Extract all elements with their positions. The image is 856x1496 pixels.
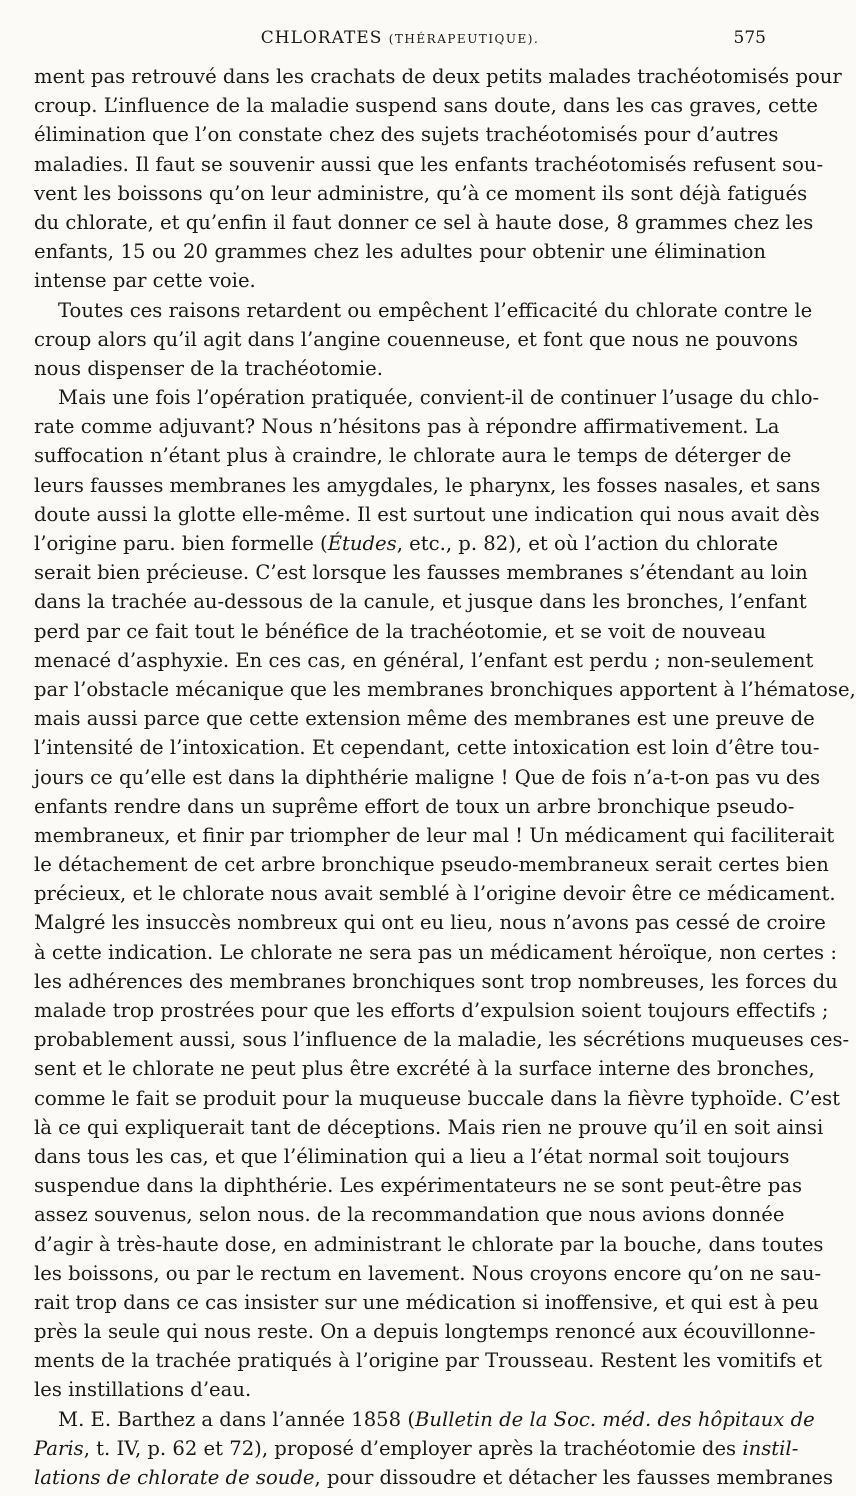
text-line <box>34 792 795 821</box>
text-span: assez souvenus, selon nous. de la recommandation que nous avions donnée <box>34 1203 785 1227</box>
text-span: Mais une fois l’opération pratiquée, convient-il de continuer l’usage du chlo- <box>58 386 820 410</box>
text-line <box>34 208 814 237</box>
text-span: là ce qui expliquerait tant de déceptions. Mais rien ne prouve qu’il en soit ainsi <box>34 1115 824 1139</box>
text-span: suffocation n’étant plus à craindre, le chlorate aura le temps de déterger de <box>34 444 792 468</box>
text-line <box>34 996 829 1025</box>
header-title-main: CHLORATES <box>260 28 383 48</box>
header-subtitle: (THÉRAPEUTIQUE). <box>388 32 540 46</box>
text-line <box>34 1200 785 1229</box>
text-line <box>34 1259 822 1288</box>
text-span: , t. IV, p. 62 et 72), proposé d’employer après la trachéotomie des <box>83 1436 743 1460</box>
text-span: dans la trachée au-dessous de la canule, et jusque dans les bronches, l’enfant <box>34 590 807 614</box>
text-span: le détachement de cet arbre bronchique pseudo-membraneux serait certes bien <box>34 853 829 877</box>
text-span: menacé d’asphyxie. En ces cas, en général, l’enfant est perdu ; non-seulement <box>34 648 814 672</box>
text-line <box>34 646 814 675</box>
text-line <box>34 471 821 500</box>
text-span: dans tous les cas, et que l’élimination qui a lieu a l’état normal soit toujours <box>34 1144 790 1168</box>
text-line <box>34 1405 815 1434</box>
text-span: précieux, et le chlorate nous avait semblé à l’origine devoir être ce médicament. <box>34 882 836 906</box>
text-line <box>34 1025 850 1054</box>
italic-span: instil- <box>742 1436 799 1460</box>
text-line <box>34 237 766 266</box>
text-line <box>34 1463 834 1492</box>
text-line <box>34 1317 816 1346</box>
text-span: par l’obstacle mécanique que les membranes bronchiques apportent à l’hématose, <box>34 677 856 701</box>
italic-span: Études <box>327 532 397 555</box>
text-line <box>34 908 826 937</box>
text-span: perd par ce fait tout le bénéfice de la trachéotomie, et se voit de nouveau <box>34 619 766 643</box>
text-line <box>34 91 818 120</box>
text-span: enfants rendre dans un suprême effort de toux un arbre bronchique pseudo- <box>34 794 795 818</box>
text-line <box>34 1288 819 1317</box>
text-span: sent et le chlorate ne peut plus être excrété à la surface interne des bronches, <box>34 1057 815 1081</box>
text-line <box>34 587 807 616</box>
text-span: d’agir à très-haute dose, en administrant le chlorate par la bouche, dans toutes <box>34 1232 824 1256</box>
text-span: Toutes ces raisons retardent ou empêchent l’efficacité du chlorate contre le <box>58 298 813 322</box>
running-header <box>34 28 766 58</box>
text-span: intense par cette voie. <box>34 269 256 293</box>
text-span: l’intensité de l’intoxication. Et cependant, cette intoxication est loin d’être tou- <box>34 736 820 760</box>
text-line <box>34 733 820 762</box>
text-line <box>34 675 856 704</box>
text-span: ments de la trachée pratiqués à l’origine par Trousseau. Restent les vomitifs et <box>34 1349 823 1373</box>
text-span: les instillations d’eau. <box>34 1378 252 1402</box>
text-span: mais aussi parce que cette extension même des membranes est une preuve de <box>34 707 815 731</box>
page-body-text <box>34 62 856 1492</box>
text-span: suspendue dans la diphthérie. Les expérimentateurs ne se sont peut-être pas <box>34 1174 803 1198</box>
text-line <box>34 62 842 91</box>
text-line <box>34 1142 790 1171</box>
text-span: leurs fausses membranes les amygdales, le pharynx, les fosses nasales, et sans <box>34 473 821 497</box>
text-line <box>34 1084 841 1113</box>
text-span: probablement aussi, sous l’influence de la maladie, les sécrétions muqueuses ces- <box>34 1028 850 1052</box>
text-line <box>34 763 821 792</box>
text-span: malade trop prostrées pour que les efforts d’expulsion soient toujours effectifs ; <box>34 999 829 1022</box>
text-span: du chlorate, et qu’enfin il faut donner ce sel à haute dose, 8 grammes chez les <box>34 210 814 234</box>
text-line <box>34 704 815 733</box>
text-span: près la seule qui nous reste. On a depuis longtemps renoncé aux écouvillonne- <box>34 1320 816 1344</box>
text-line <box>34 441 792 470</box>
text-span: M. E. Barthez a dans l’année 1858 ( <box>58 1407 415 1431</box>
text-span: ment pas retrouvé dans les crachats de deux petits malades trachéotomisés pour <box>34 65 842 88</box>
header-title <box>34 28 766 48</box>
text-line <box>34 1375 766 1404</box>
text-span: rait trop dans ce cas insister sur une médication si inoffensive, et qui est à peu <box>34 1290 819 1314</box>
text-line <box>34 325 799 354</box>
italic-span: Paris <box>34 1436 84 1460</box>
text-line <box>34 617 766 646</box>
text-line <box>34 1054 815 1083</box>
text-line <box>34 529 779 558</box>
text-line <box>34 500 820 529</box>
text-span: , etc., p. 82), et où l’action du chlorate <box>396 532 779 555</box>
text-line <box>34 1230 824 1259</box>
text-line <box>34 412 780 441</box>
text-span: l’origine paru. bien formelle ( <box>34 532 328 555</box>
text-line <box>34 179 808 208</box>
text-span: croup alors qu’il agit dans l’angine couenneuse, et font que nous ne pouvons <box>34 327 799 351</box>
text-span: maladies. Il faut se souvenir aussi que les enfants trachéotomisés refusent sou- <box>34 152 824 176</box>
text-line <box>34 938 837 967</box>
text-span: Malgré les insuccès nombreux qui ont eu lieu, nous n’avons pas cessé de croire <box>34 911 826 935</box>
text-line <box>34 1171 803 1200</box>
text-line <box>34 150 824 179</box>
text-line <box>34 850 829 879</box>
text-line <box>34 967 838 996</box>
text-span: serait bien précieuse. C’est lorsque les fausses membranes s’étendant au loin <box>34 561 808 585</box>
text-span: croup. L’influence de la maladie suspend sans doute, dans les cas graves, cette <box>34 94 818 118</box>
text-line <box>34 383 820 412</box>
text-line <box>34 1113 824 1142</box>
text-span: , pour dissoudre et détacher les fausses membranes <box>314 1466 834 1489</box>
text-span: les boissons, ou par le rectum en lavement. Nous croyons encore qu’on ne sau- <box>34 1261 822 1285</box>
text-line <box>34 821 835 850</box>
text-line <box>34 354 766 383</box>
text-span: élimination que l’on constate chez des sujets trachéotomisés pour d’autres <box>34 123 779 147</box>
text-span: à cette indication. Le chlorate ne sera pas un médicament héroïque, non certes : <box>34 940 837 964</box>
text-span: membraneux, et finir par triompher de leur mal ! Un médicament qui faciliterait <box>34 823 835 847</box>
text-span: comme le fait se produit pour la muqueuse buccale dans la fièvre typhoïde. C’est <box>34 1086 841 1110</box>
italic-span: lations de chlorate de soude <box>34 1466 315 1489</box>
text-span: rate comme adjuvant? Nous n’hésitons pas à répondre affirmativement. La <box>34 415 780 439</box>
text-line <box>34 296 813 325</box>
text-line <box>34 558 808 587</box>
text-line <box>34 120 779 149</box>
text-span: doute aussi la glotte elle-même. Il est surtout une indication qui nous avait dès <box>34 502 820 526</box>
text-line <box>34 1346 823 1375</box>
text-span: nous dispenser de la trachéotomie. <box>34 356 383 380</box>
page-number: 575 <box>733 28 766 48</box>
italic-span: Bulletin de la Soc. méd. des hôpitaux de <box>414 1407 815 1431</box>
text-span: enfants, 15 ou 20 grammes chez les adultes pour obtenir une élimination <box>34 240 766 264</box>
text-span: les adhérences des membranes bronchiques sont trop nombreuses, les forces du <box>34 969 838 993</box>
text-line <box>34 266 766 295</box>
text-span: vent les boissons qu’on leur administre, qu’à ce moment ils sont déjà fatigués <box>34 181 808 205</box>
text-line <box>34 879 836 908</box>
text-span: jours ce qu’elle est dans la diphthérie maligne ! Que de fois n’a-t-on pas vu des <box>34 765 821 789</box>
text-line <box>34 1434 799 1463</box>
